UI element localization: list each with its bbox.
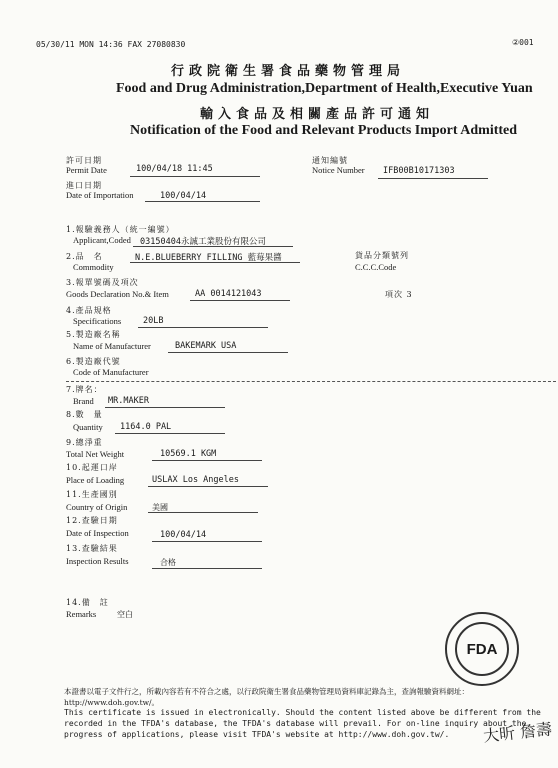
specifications-value: 20LB: [143, 316, 164, 326]
notice-title-zh: 輸入食品及相關產品許可通知: [200, 107, 435, 122]
fda-logo: FDA: [455, 622, 509, 676]
remarks-value: 空白: [117, 610, 133, 619]
quantity-value: 1164.0 PAL: [120, 422, 172, 432]
origin-value: 美國: [152, 503, 168, 512]
inspection-date-value: 100/04/14: [160, 530, 207, 540]
net-weight-value: 10569.1 KGM: [160, 449, 217, 459]
inspection-results-value: 合格: [160, 558, 176, 567]
fax-page-number: ②001: [512, 38, 534, 47]
item-number: 項次 3: [385, 290, 413, 299]
permit-date-label: Permit Date: [66, 165, 107, 175]
commodity-value: N.E.BLUEBERRY FILLING 藍莓果醬: [135, 253, 282, 263]
manufacturer-value: BAKEMARK USA: [175, 341, 237, 351]
permit-date-label-zh: 許可日期: [66, 156, 102, 165]
footer-en-line1: This certificate is issued in electronically. Should the content listed above be different from the: [64, 708, 541, 717]
applicant-value: 03150404永誠工業股份有限公司: [140, 237, 266, 247]
loading-value: USLAX Los Angeles: [152, 475, 239, 485]
footer-zh: 本證書以電子文件行之，所載內容若有不符合之處，以行政院衛生署食品藥物管理局資料庫記錄為主，查詢報驗資料網址：http://www.doh.gov.tw/。: [64, 687, 469, 707]
notice-number-label: Notice Number: [312, 165, 365, 175]
declaration-value: AA 0014121043: [195, 289, 262, 299]
import-date-value: 100/04/14: [160, 191, 207, 201]
footer-en-line2: recorded in the TFDA's database, the TFDA's database will prevail. For on-line inquiry about the: [64, 719, 527, 728]
brand-value: MR.MAKER: [108, 396, 149, 406]
agency-title-zh: 行政院衛生署食品藥物管理局: [171, 64, 406, 79]
agency-title-en: Food and Drug Administration,Department of Health,Executive Yuan: [116, 81, 533, 96]
footer-en-line3: progress of applications, please visit TFDA's website at http://www.doh.gov.tw/.: [64, 730, 450, 739]
notice-title-en: Notification of the Food and Relevant Products Import Admitted: [130, 123, 518, 138]
notice-number-label-zh: 通知編號: [312, 156, 348, 165]
permit-date-value: 100/04/18 11:45: [136, 164, 213, 174]
fax-header: 05/30/11 MON 14:36 FAX 27080830: [36, 40, 186, 49]
import-date-label: Date of Importation: [66, 190, 134, 200]
tfda-seal-stamp: [445, 612, 519, 686]
handwritten-signature: 大昕 詹壽: [482, 719, 554, 746]
import-date-label-zh: 進口日期: [66, 181, 102, 190]
notice-number-value: IFB00B10171303: [383, 166, 455, 176]
